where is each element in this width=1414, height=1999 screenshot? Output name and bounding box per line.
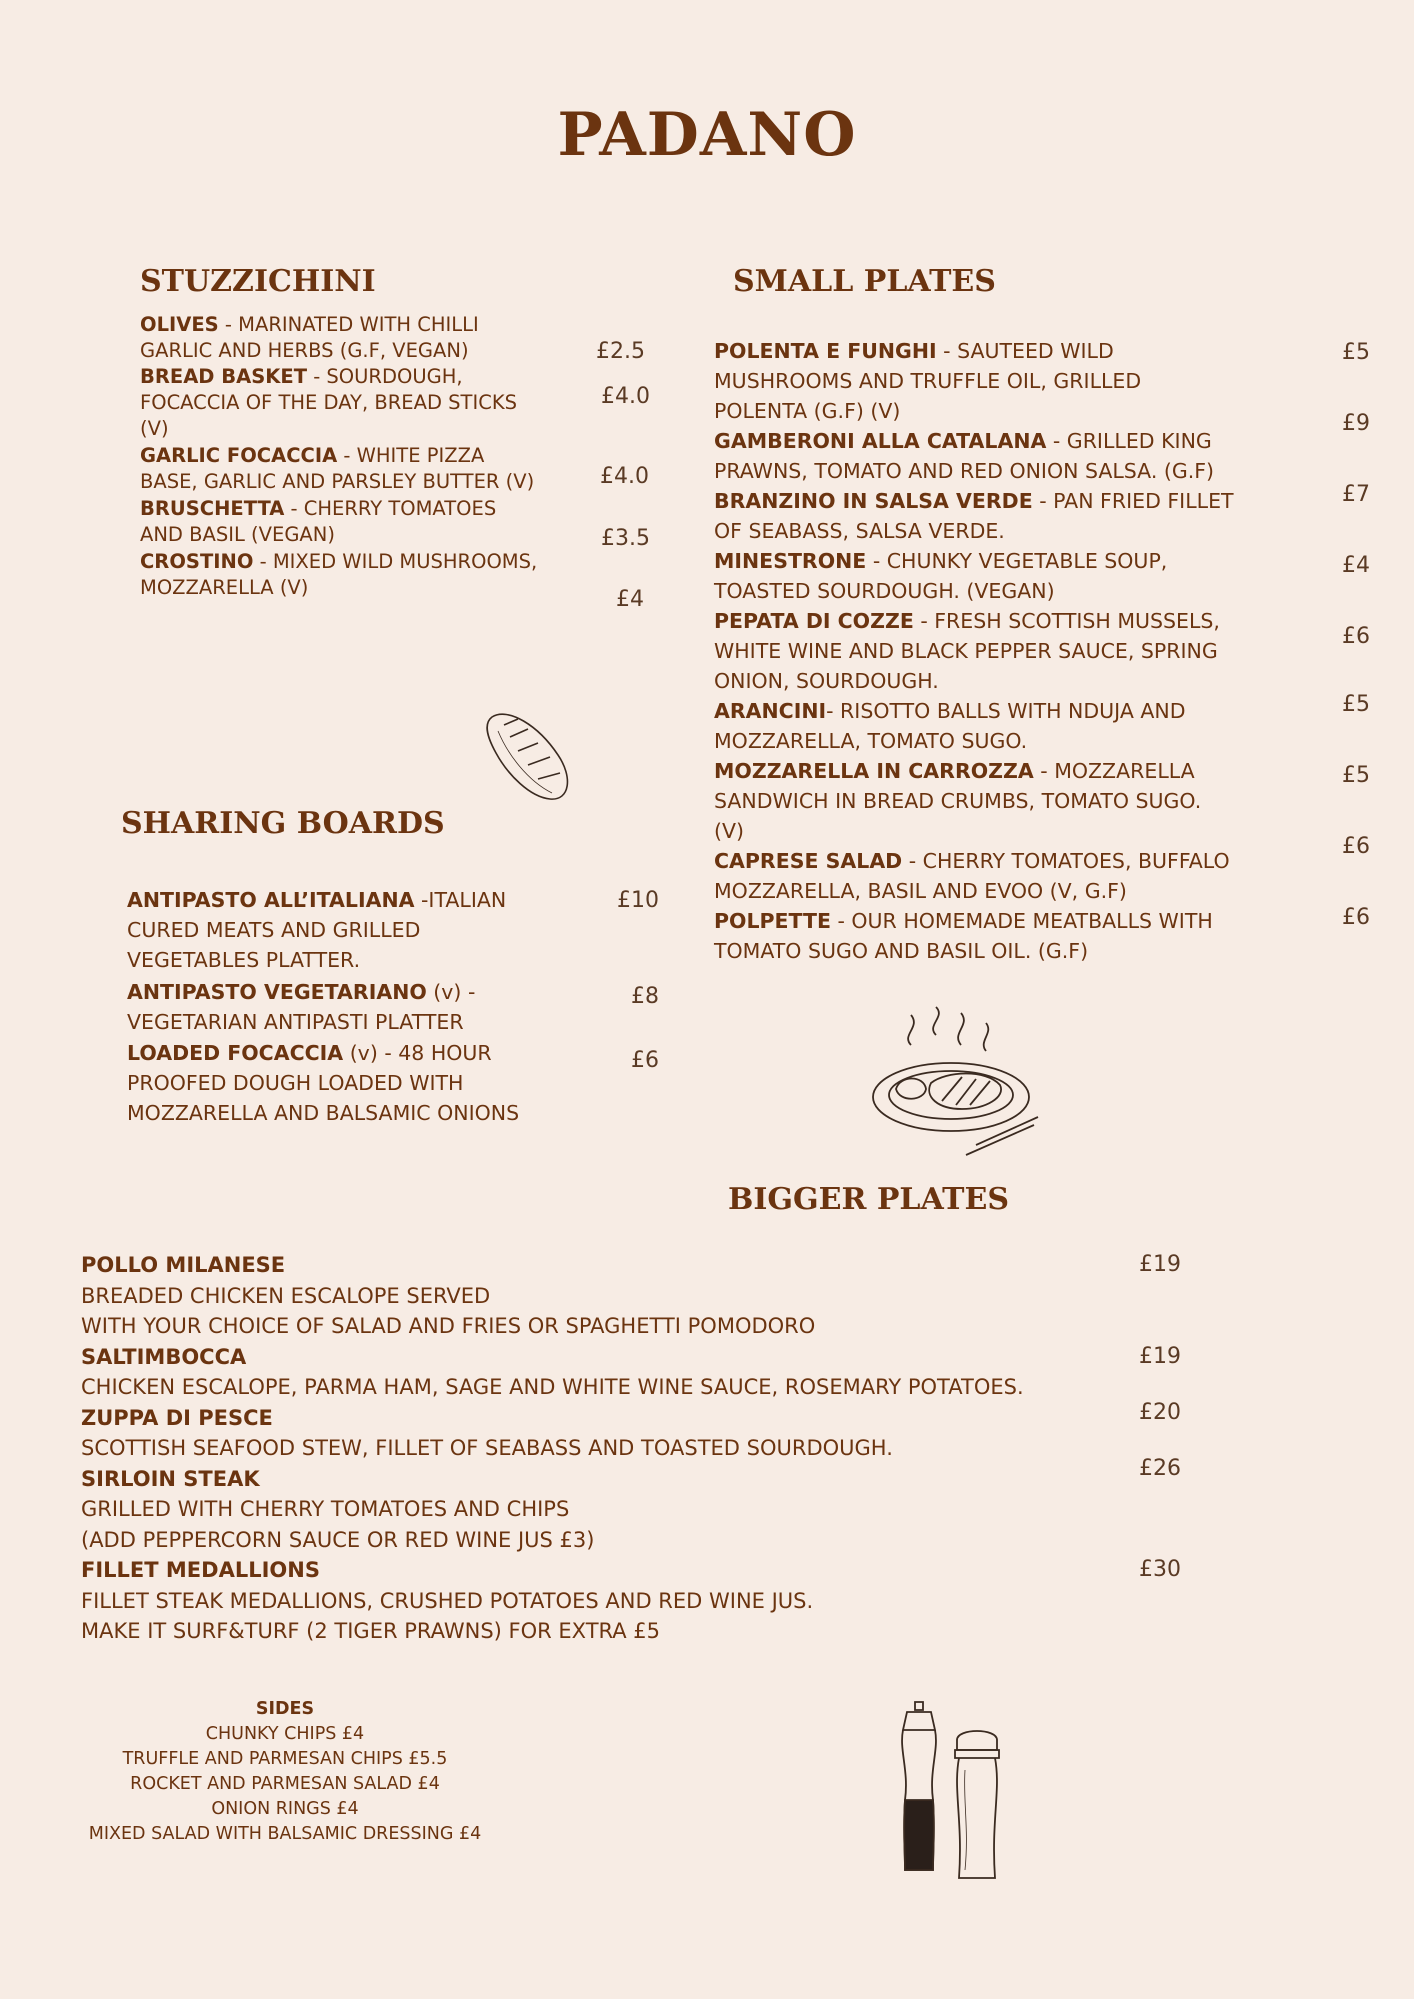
list-item (714, 906, 1234, 966)
item-price: £6 (631, 1048, 659, 1073)
item-price: £3.5 (601, 526, 650, 551)
item-name: GARLIC FOCACCIA (140, 444, 338, 467)
item-desc: BREADED CHICKEN ESCALOPE SERVED (81, 1283, 491, 1308)
item-name: LOADED FOCACCIA (127, 1041, 344, 1065)
item-price: £6 (1342, 905, 1370, 930)
item-name: MINESTRONE (714, 549, 867, 573)
list-item (140, 496, 540, 549)
sides-heading: SIDES (255, 1699, 315, 1719)
list-item (714, 606, 1234, 696)
item-name: ZUPPA DI PESCE (81, 1405, 273, 1430)
item-price: £26 (1139, 1455, 1181, 1481)
item-price: £30 (1139, 1557, 1181, 1582)
list-item (714, 336, 1234, 426)
steak-plate-illustration-icon (866, 1005, 1044, 1160)
list-item (81, 1250, 1201, 1342)
item-price: £9 (1342, 411, 1370, 436)
small-plates-list (714, 336, 1234, 966)
sharing-boards-list (127, 885, 557, 1130)
section-heading-bigger-plates: BIGGER PLATES (728, 1182, 1010, 1217)
list-item (140, 549, 540, 602)
list-item (714, 426, 1234, 486)
item-desc: (v) - VEGETARIAN ANTIPASTI PLATTER (127, 980, 476, 1034)
sides-list (55, 1697, 515, 1847)
item-desc: - RISOTTO BALLS WITH NDUJA AND MOZZARELLA, TOMATO SUGO. (714, 699, 1186, 753)
item-desc: GRILLED WITH CHERRY TOMATOES AND CHIPS (81, 1497, 570, 1521)
item-desc: - MOZZARELLA SANDWICH IN BREAD CRUMBS, TOMATO SUGO. (V) (714, 759, 1202, 843)
item-desc: (ADD PEPPERCORN SAUCE OR RED WINE JUS £3) (81, 1527, 595, 1552)
bread-illustration-icon (478, 705, 578, 805)
item-desc: - CHERRY TOMATOES, BUFFALO MOZZARELLA, BASIL AND EVOO (V, G.F) (714, 849, 1230, 903)
item-desc: - MARINATED WITH CHILLI GARLIC AND HERBS (G.F, VEGAN) (140, 313, 479, 362)
item-desc: -ITALIAN CURED MEATS AND GRILLED VEGETABLES PLATTER. (127, 888, 507, 972)
item-name: POLLO MILANESE (81, 1253, 286, 1277)
item-name: MOZZARELLA IN CARROZZA (714, 759, 1034, 783)
item-desc: - SAUTEED WILD MUSHROOMS AND TRUFFLE OIL, GRILLED POLENTA (G.F) (V) (714, 339, 1142, 423)
item-price: £5 (1342, 340, 1370, 365)
item-desc: SCOTTISH SEAFOOD STEW, FILLET OF SEABASS AND TOASTED SOURDOUGH. (81, 1436, 893, 1460)
item-desc: - PAN FRIED FILLET OF SEABASS, SALSA VERDE. (714, 489, 1234, 543)
list-item (714, 486, 1234, 546)
list-item: CHUNKY CHIPS £4 (205, 1724, 365, 1744)
item-desc: - OUR HOMEMADE MEATBALLS WITH TOMATO SUGO AND BASIL OIL. (G.F) (714, 909, 1213, 963)
item-name: ARANCINI (714, 699, 827, 723)
section-heading-small-plates: SMALL PLATES (733, 264, 996, 299)
list-item (127, 885, 557, 977)
list-item (714, 756, 1234, 846)
list-item (81, 1399, 1201, 1464)
item-price: £5 (1342, 692, 1370, 717)
item-name: SIRLOIN STEAK (81, 1466, 260, 1491)
salt-pepper-illustration-icon (893, 1700, 1017, 1885)
item-price: £4 (616, 587, 644, 612)
item-name: ANTIPASTO VEGETARIANO (127, 980, 427, 1004)
item-name: SALTIMBOCCA (81, 1344, 247, 1369)
list-item: ONION RINGS £4 (211, 1799, 359, 1819)
item-price: £6 (1342, 834, 1370, 859)
section-heading-stuzzichini: STUZZICHINI (140, 264, 376, 299)
list-item (81, 1342, 1201, 1403)
item-price: £4.0 (601, 384, 650, 409)
list-item (127, 1038, 557, 1130)
item-price: £4 (1342, 553, 1370, 578)
item-desc: FILLET STEAK MEDALLIONS, CRUSHED POTATOES AND RED WINE JUS. (81, 1588, 814, 1613)
list-item: TRUFFLE AND PARMESAN CHIPS £5.5 (122, 1749, 448, 1769)
item-desc: - CHERRY TOMATOES AND BASIL (VEGAN) (140, 497, 497, 546)
item-name: OLIVES (140, 313, 219, 336)
item-desc: MAKE IT SURF&TURF (2 TIGER PRAWNS) FOR EXTRA £5 (81, 1619, 661, 1643)
item-desc: - FRESH SCOTTISH MUSSELS, WHITE WINE AND BLACK PEPPER SAUCE, SPRING ONION, SOURDOUGH. (714, 609, 1220, 693)
item-name: PEPATA DI COZZE (714, 609, 914, 633)
item-desc: - GRILLED KING PRAWNS, TOMATO AND RED ONION SALSA. (G.F) (714, 429, 1215, 483)
item-name: POLENTA E FUNGHI (714, 339, 937, 363)
item-price: £19 (1139, 1343, 1181, 1369)
item-price: £6 (1342, 624, 1370, 649)
list-item (81, 1555, 1201, 1647)
list-item (714, 696, 1234, 756)
item-price: £5 (1342, 763, 1370, 788)
item-price: £8 (631, 984, 659, 1009)
list-item (714, 546, 1234, 606)
item-name: POLPETTE (714, 909, 831, 933)
list-item (140, 364, 540, 443)
item-name: BRANZINO IN SALSA VERDE (714, 489, 1033, 513)
item-price: £7 (1342, 482, 1370, 507)
section-heading-sharing-boards: SHARING BOARDS (121, 806, 445, 841)
item-name: ANTIPASTO ALL’ITALIANA (127, 888, 415, 912)
item-desc: WITH YOUR CHOICE OF SALAD AND FRIES OR SPAGHETTI POMODORO (81, 1314, 816, 1338)
item-name: CAPRESE SALAD (714, 849, 903, 873)
item-price: £19 (1139, 1252, 1181, 1277)
item-desc: - MIXED WILD MUSHROOMS, MOZZARELLA (V) (140, 550, 538, 599)
list-item (127, 977, 557, 1038)
item-price: £10 (617, 888, 659, 913)
item-price: £2.5 (596, 339, 645, 364)
item-name: BRUSCHETTA (140, 497, 285, 520)
item-name: GAMBERONI ALLA CATALANA (714, 429, 1047, 453)
item-name: FILLET MEDALLIONS (81, 1558, 320, 1582)
list-item: MIXED SALAD WITH BALSAMIC DRESSING £4 (88, 1824, 482, 1844)
list-item (140, 312, 540, 364)
item-desc: - SOURDOUGH, FOCACCIA OF THE DAY, BREAD STICKS (V) (140, 365, 517, 440)
menu-title: PADANO (557, 100, 857, 170)
list-item (81, 1455, 1201, 1556)
item-desc: (v) - 48 HOUR PROOFED DOUGH LOADED WITH MOZZARELLA AND BALSAMIC ONIONS (127, 1041, 520, 1125)
bigger-plates-list (81, 1250, 1201, 1647)
list-item (140, 443, 540, 496)
item-price: £20 (1139, 1399, 1181, 1425)
item-desc: CHICKEN ESCALOPE, PARMA HAM, SAGE AND WHITE WINE SAUCE, ROSEMARY POTATOES. (81, 1375, 1024, 1399)
list-item: ROCKET AND PARMESAN SALAD £4 (130, 1774, 440, 1794)
list-item (714, 846, 1234, 906)
item-price: £4.0 (600, 464, 649, 489)
item-desc: - WHITE PIZZA BASE, GARLIC AND PARSLEY BUTTER (V) (140, 444, 535, 493)
stuzzichini-list (140, 312, 540, 602)
item-name: CROSTINO (140, 550, 254, 573)
item-desc: - CHUNKY VEGETABLE SOUP, TOASTED SOURDOUGH. (VEGAN) (714, 549, 1168, 603)
item-name: BREAD BASKET (140, 365, 307, 388)
